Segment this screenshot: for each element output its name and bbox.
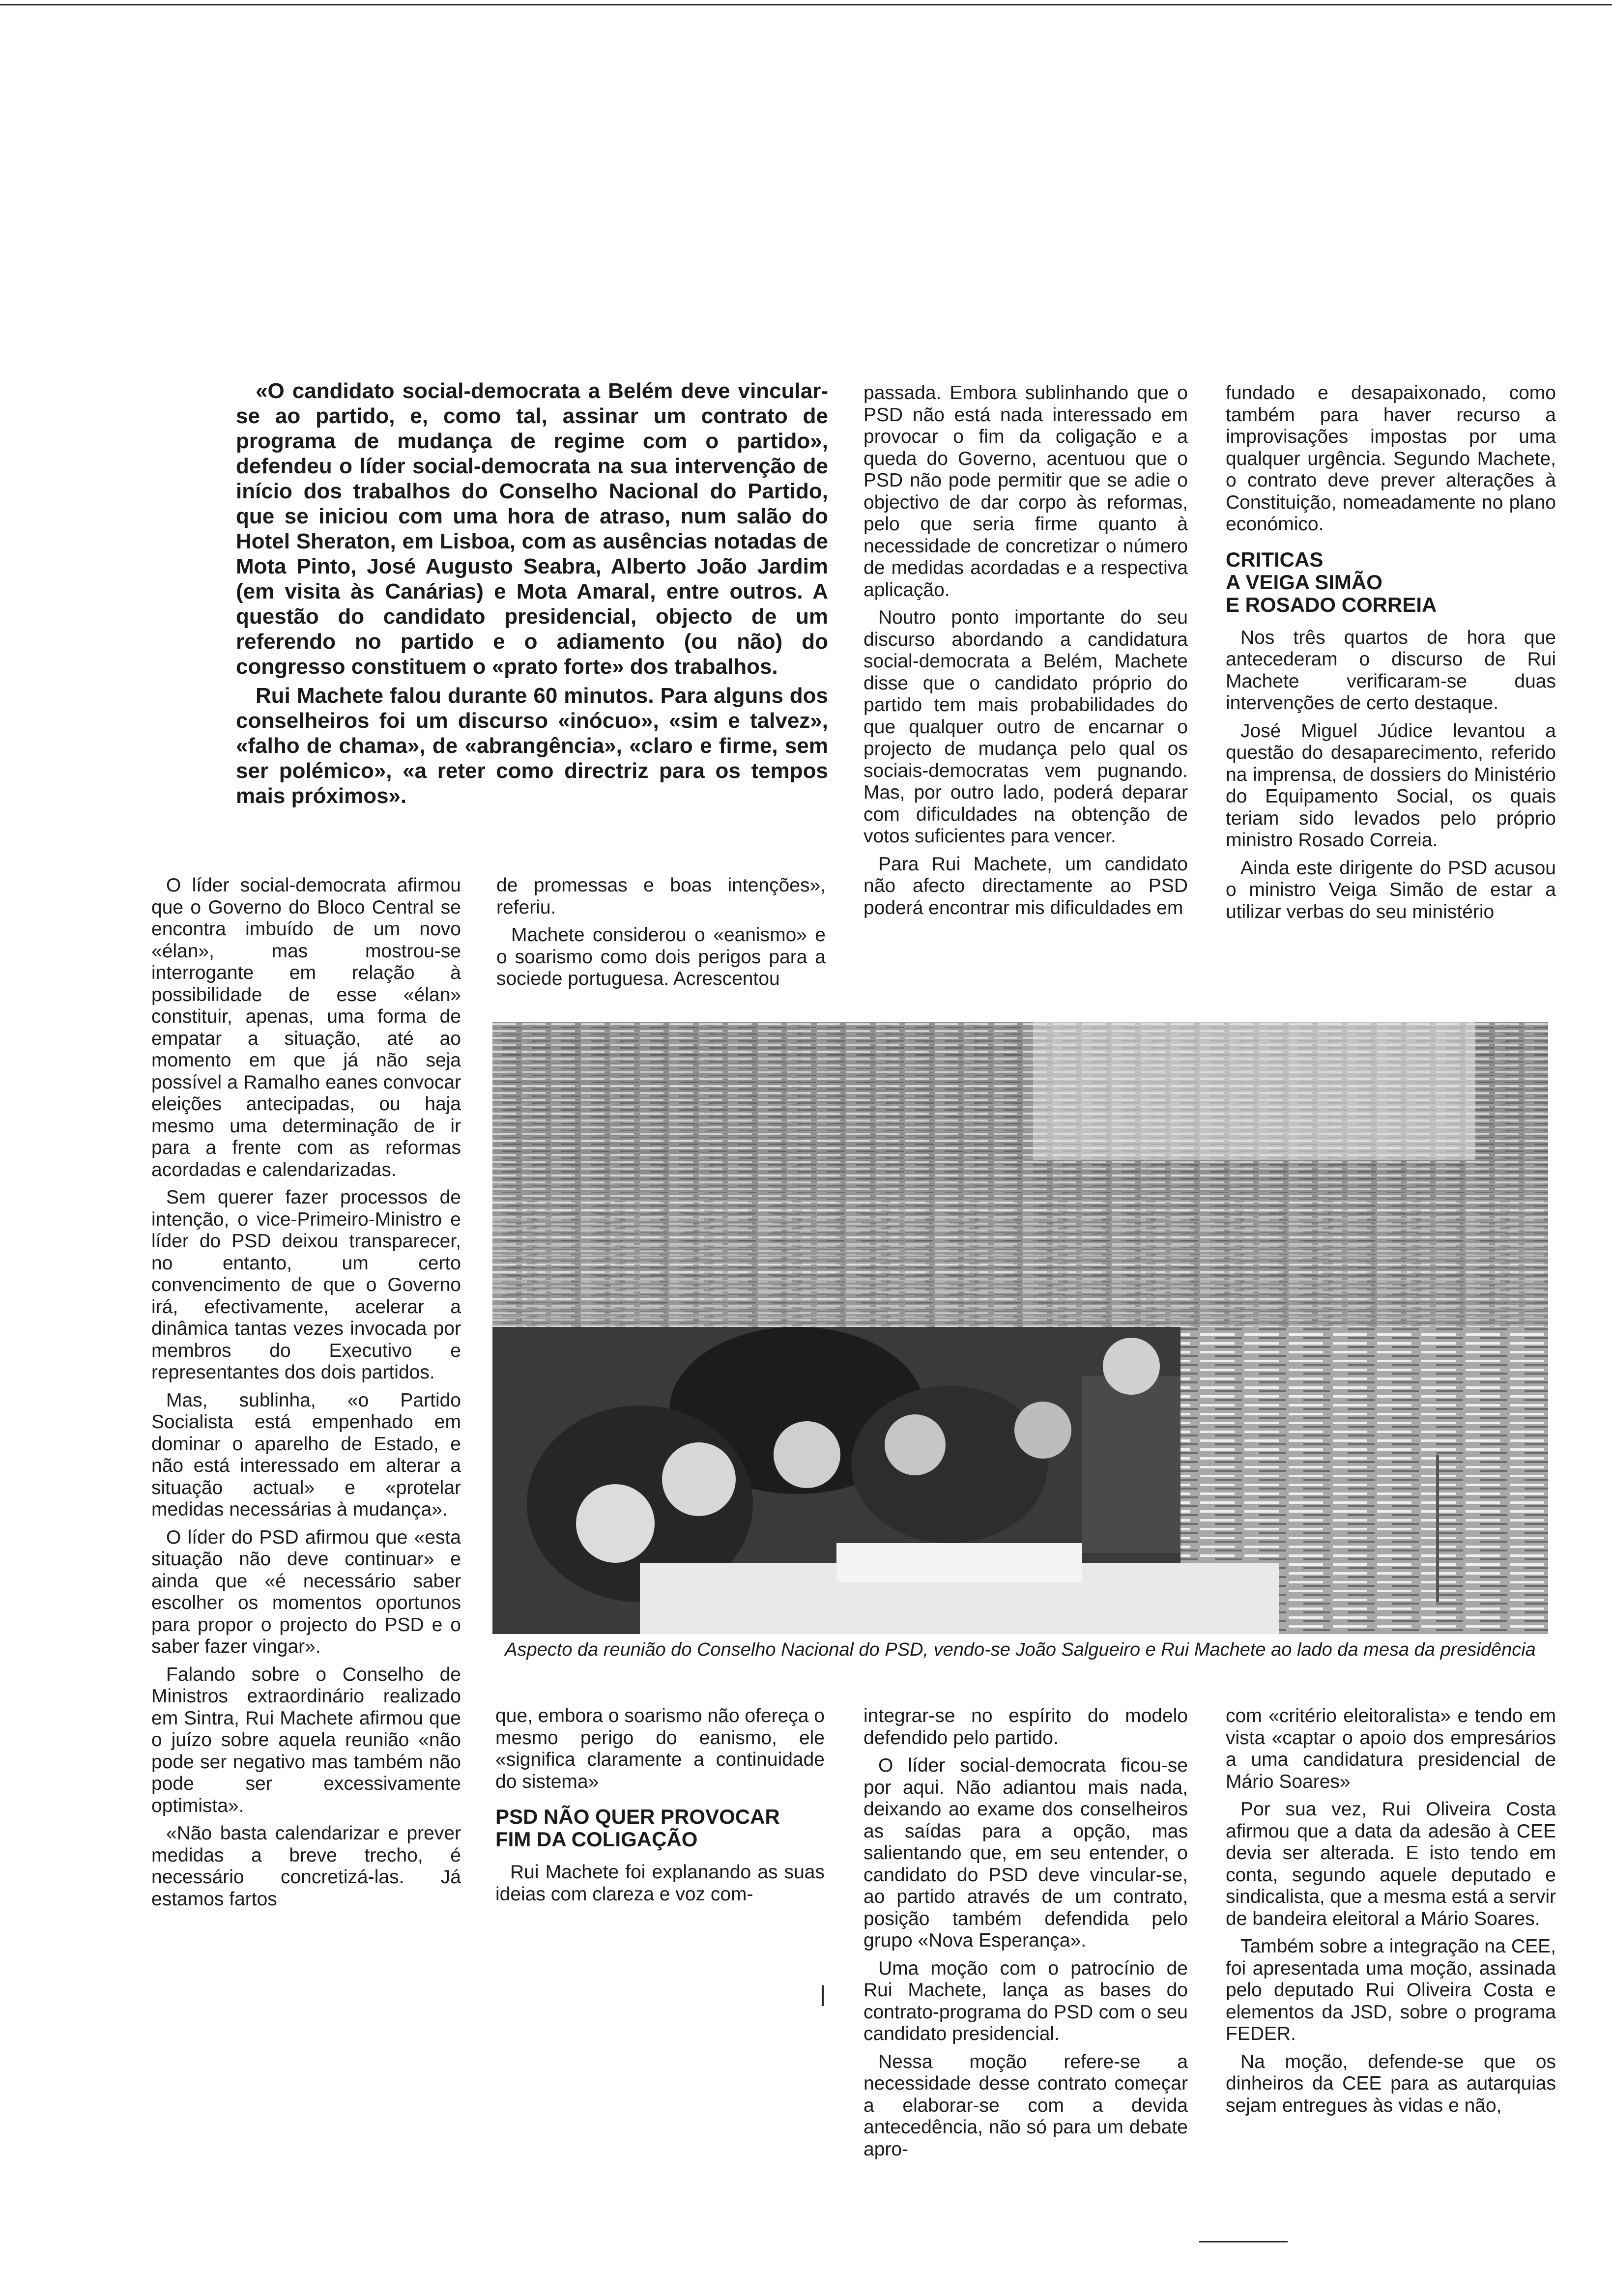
paragraph: integrar-se no espírito do modelo defendido pelo partido. xyxy=(864,1705,1188,1749)
paragraph: José Miguel Júdice levantou a questão do desaparecimento, referido na imprensa, de dossiers do Ministério do Equipamento Social, os quais teriam sido levados pelo próprio ministro Rosado Correia. xyxy=(1226,720,1556,851)
paragraph: O líder do PSD afirmou que «esta situação não deve continuar» e ainda que «é necessário saber escolher os momentos oportunos para propor o projecto do PSD e o saber fazer vingar». xyxy=(151,1526,461,1657)
paragraph: Nessa moção refere-se a necessidade desse contrato começar a elaborar-se com a devida antecedência, não só para um debate apro- xyxy=(864,2051,1188,2160)
column-2-top xyxy=(496,875,826,996)
paragraph: que, embora o soarismo não ofereça o mesmo perigo do eanismo, ele «significa claramente a continuidade do sistema» xyxy=(495,1705,825,1792)
heading-line: CRITICAS xyxy=(1226,547,1324,571)
paragraph: com «critério eleitoralista» e tendo em vista «captar o apoio dos empresários a uma candidatura presidencial de Mário Soares» xyxy=(1226,1705,1556,1792)
paragraph: Uma moção com o patrocínio de Rui Machete, lança as bases do contrato-programa do PSD com o seu candidato presidencial. xyxy=(864,1957,1188,2044)
paragraph: Falando sobre o Conselho de Ministros extraordinário realizado em Sintra, Rui Machete afirmou que o juízo sobre aquela reunião «não pode ser negativo mas também não pode ser excessivamente optimista». xyxy=(151,1664,461,1816)
heading-line: E ROSADO CORREIA xyxy=(1226,593,1437,616)
paragraph: Ainda este dirigente do PSD acusou o ministro Veiga Simão de estar a utilizar verbas do seu ministério xyxy=(1226,857,1556,922)
column-2-bottom xyxy=(495,1705,825,1911)
paragraph: O líder social-democrata ficou-se por aqui. Não adiantou mais nada, deixando ao exame dos conselheiros as saídas para a opção, mas salientando que, em seu entender, o candidato do PSD deve vincular-se, ao partido através de um contrato, posição também defendida pelo grupo «Nova Esperança». xyxy=(864,1755,1188,1951)
lead-paragraph-1: «O candidato social-democrata a Belém deve vincular-se ao partido, e, como tal, assinar um contrato de programa de mudança de regime com o partido», defendeu o líder social-democrata na sua intervenção de início dos trabalhos do Conselho Nacional do Partido, que se iniciou com uma hora de atraso, num salão do Hotel Sheraton, em Lisboa, com as ausências notadas de Mota Pinto, José Augusto Seabra, Alberto João Jardim (em visita às Canárias) e Mota Amaral, entre outros. A questão do candidato presidencial, objecto de um referendo no partido e o adiamento (ou não) do congresso constituem o «prato forte» dos trabalhos. xyxy=(236,379,828,679)
end-rule xyxy=(1199,2241,1288,2242)
paragraph: Também sobre a integração na CEE, foi apresentada uma moção, assinada pelo deputado Rui Oliveira Costa e elementos da JSD, sobre o programa FEDER. xyxy=(1226,1936,1556,2044)
column-3-bottom xyxy=(864,1705,1188,2166)
paragraph: Por sua vez, Rui Oliveira Costa afirmou que a data da adesão à CEE devia ser alterada. E isto tendo em conta, segundo aquele deputado e sindicalista, que a mesma está a servir de bandeira eleitoral a Mário Soares. xyxy=(1226,1799,1556,1929)
section-heading-criticas xyxy=(1226,548,1556,616)
column-3-top xyxy=(864,382,1188,925)
column-1 xyxy=(151,875,461,1916)
paragraph: de promessas e boas intenções», referiu. xyxy=(496,875,826,918)
paragraph: passada. Embora sublinhando que o PSD não está nada interessado em provocar o fim da coligação e a queda do Governo, acentuou que o PSD não pode permitir que se adie o objectivo de dar corpo às reformas, pelo que seria firme quanto à necessidade de concretizar o número de medidas acordadas e a respectiva aplicação. xyxy=(864,382,1188,601)
lead-paragraph-2: Rui Machete falou durante 60 minutos. Para alguns dos conselheiros foi um discurso «inócuo», «sim e talvez», «falho de chama», de «abrangência», «claro e firme, sem ser polémico», «a reter como directriz para os tempos mais próximos». xyxy=(236,684,828,808)
photo-illustration xyxy=(492,1022,1548,1634)
column-4-bottom xyxy=(1226,1705,1556,2123)
heading-line: A VEIGA SIMÃO xyxy=(1226,570,1382,594)
paragraph: Machete considerou o «eanismo» e o soarismo como dois perigos para a sociede portuguesa. Acrescentou xyxy=(496,924,826,989)
column-mark xyxy=(822,1985,824,2006)
top-rule xyxy=(0,4,1612,5)
paragraph: Nos três quartos de hora que antecederam o discurso de Rui Machete verificaram-se duas intervenções de certo destaque. xyxy=(1226,627,1556,714)
section-heading-psd xyxy=(495,1806,825,1851)
paragraph: Rui Machete foi explanando as suas ideias com clareza e voz com- xyxy=(495,1862,825,1905)
heading-line: FIM DA COLIGAÇÃO xyxy=(495,1828,698,1851)
paragraph: Na moção, defende-se que os dinheiros da CEE para as autarquias sejam entregues às vidas e não, xyxy=(1226,2051,1556,2116)
paragraph: O líder social-democrata afirmou que o Governo do Bloco Central se encontra imbuído de um novo «élan», mas mostrou-se interrogante em relação à possibilidade de esse «élan» constituir, apenas, uma forma de empatar a situação, até ao momento em que já não seja possível a Ramalho eanes convocar eleições antecipadas, ou haja mesmo uma determinação de ir para a frente com as reformas acordadas e calendarizadas. xyxy=(151,875,461,1180)
article-lead xyxy=(236,378,828,812)
paragraph: Mas, sublinha, «o Partido Socialista está empenhado em dominar o aparelho de Estado, e não está interessado em alterar a situação actual» e «protelar medidas necessárias à mudança». xyxy=(151,1389,461,1520)
paragraph: Noutro ponto importante do seu discurso abordando a candidatura social-democrata a Belém, Machete disse que o candidato próprio do partido tem mais probabilidades do que qualquer outro de encarnar o projecto de mudança pelo qual os sociais-democratas vem pugnando. Mas, por outro lado, poderá deparar com dificuldades na obtenção de votos suficientes para vencer. xyxy=(864,607,1188,847)
heading-line: PSD NÃO QUER PROVOCAR xyxy=(495,1805,780,1828)
column-4-top xyxy=(1226,382,1556,929)
paragraph: Sem querer fazer processos de intenção, o vice-Primeiro-Ministro e líder do PSD deixou transparecer, no entanto, um certo convencimento de que o Governo irá, efectivamente, acelerar a dinâmica tantas vezes invocada por membros do Executivo e representantes dos dois partidos. xyxy=(151,1187,461,1383)
paragraph: «Não basta calendarizar e prever medidas a breve trecho, é necessário concretizá-las. Já estamos fartos xyxy=(151,1823,461,1910)
paragraph: Para Rui Machete, um candidato não afecto directamente ao PSD poderá encontrar mis dificuldades em xyxy=(864,853,1188,918)
paragraph: fundado e desapaixonado, como também para haver recurso a improvisações impostas por uma qualquer urgência. Segundo Machete, o contrato deve prever alterações à Constituição, nomeadamente no plano económico. xyxy=(1226,382,1556,535)
photo-caption: Aspecto da reunião do Conselho Nacional do PSD, vendo-se João Salgueiro e Rui Machete ao lado da mesa da presidência xyxy=(505,1639,1536,1660)
meeting-photo xyxy=(492,1022,1548,1634)
